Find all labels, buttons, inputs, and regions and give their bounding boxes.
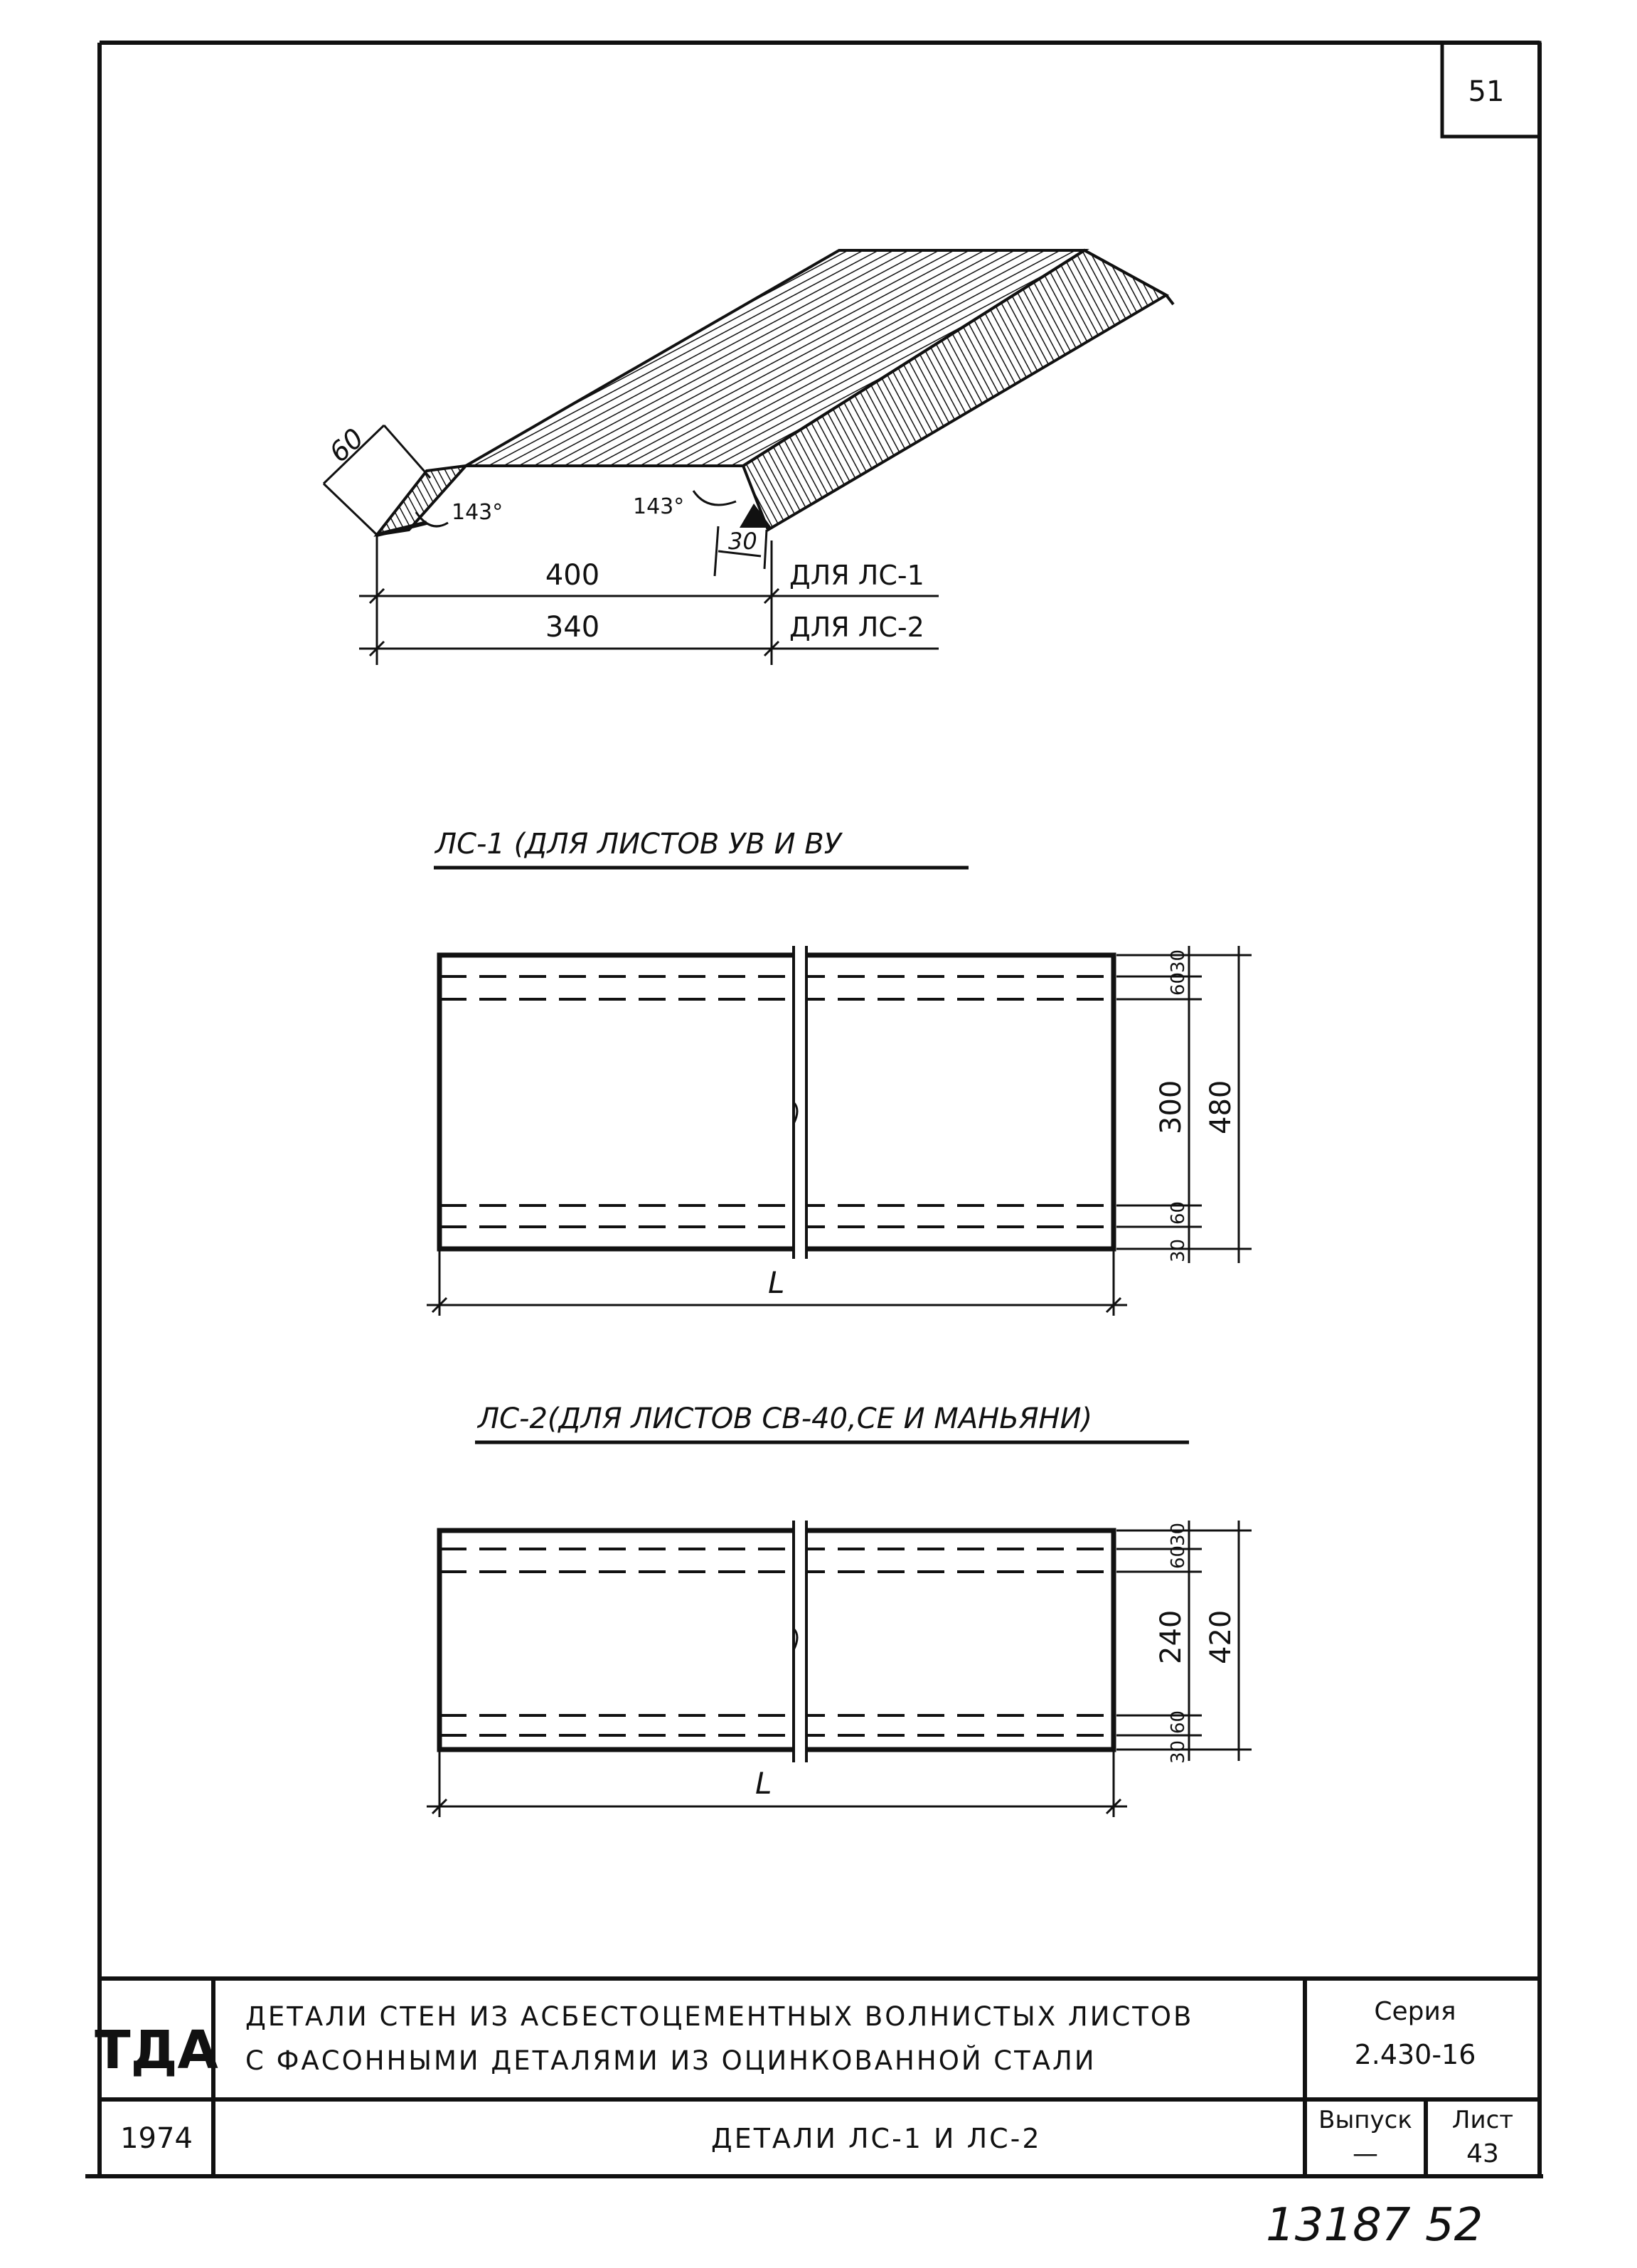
issue-label: Выпуск bbox=[1318, 2106, 1412, 2134]
profile-dim-340: 340 bbox=[545, 611, 600, 644]
profile-isometric bbox=[324, 250, 1173, 665]
ls2-dim-bot-60: 60 bbox=[1168, 1710, 1189, 1734]
profile-dim-edge: 30 bbox=[728, 528, 757, 555]
page-number: 51 bbox=[1468, 75, 1505, 108]
ls1-dim-top-30: 30 bbox=[1168, 949, 1189, 973]
title-line-1: ДЕТАЛИ СТЕН ИЗ АСБЕСТОЦЕМЕНТНЫХ ВОЛНИСТЫХ ЛИСТОВ bbox=[245, 2001, 1194, 2032]
ls2-title: ЛС-2(ДЛЯ ЛИСТОВ СВ-40,СЕ И МАНЬЯНИ) bbox=[478, 1402, 1093, 1435]
sheet-value: 43 bbox=[1466, 2139, 1499, 2168]
ls2-dim-total: 420 bbox=[1205, 1609, 1237, 1664]
profile-dim-flange: 60 bbox=[323, 422, 370, 469]
org-logo: ТДА bbox=[95, 2020, 218, 2081]
title-line-2: С ФАСОННЫМИ ДЕТАЛЯМИ ИЗ ОЦИНКОВАННОЙ СТАЛИ bbox=[245, 2045, 1097, 2076]
ls2-dim-mid: 240 bbox=[1155, 1609, 1188, 1664]
footer-handwritten-number: 13187 52 bbox=[1266, 2199, 1483, 2252]
issue-value: — bbox=[1353, 2139, 1378, 2168]
ls1-dim-total: 480 bbox=[1205, 1080, 1237, 1134]
ls1-dim-bot-30: 30 bbox=[1168, 1238, 1189, 1262]
sheet-label: Лист bbox=[1451, 2106, 1514, 2134]
page-number-box bbox=[1442, 43, 1540, 137]
ls2-dim-length: L bbox=[755, 1766, 772, 1801]
ls2-plan bbox=[427, 1402, 1252, 1817]
sheet-name: ДЕТАЛИ ЛС-1 И ЛС-2 bbox=[711, 2123, 1042, 2154]
ls1-dim-mid: 300 bbox=[1155, 1080, 1188, 1134]
ls1-title: ЛС-1 (ДЛЯ ЛИСТОВ УВ И ВУ bbox=[435, 828, 842, 861]
ls2-dim-bot-30: 30 bbox=[1168, 1740, 1189, 1764]
profile-dim-400: 400 bbox=[545, 559, 600, 592]
profile-label-ls1: ДЛЯ ЛС-1 bbox=[789, 560, 924, 591]
series-value: 2.430-16 bbox=[1354, 2039, 1476, 2070]
series-label: Серия bbox=[1374, 1997, 1456, 2026]
profile-angle-left: 143° bbox=[452, 500, 503, 525]
ls1-dim-top-60: 60 bbox=[1168, 971, 1189, 996]
title-block bbox=[95, 1979, 1540, 2176]
ls2-dim-top-60: 60 bbox=[1168, 1545, 1189, 1569]
year: 1974 bbox=[120, 2122, 193, 2155]
ls2-dim-top-30: 30 bbox=[1168, 1522, 1189, 1546]
ls1-dim-bot-60: 60 bbox=[1168, 1200, 1189, 1225]
ls1-plan bbox=[427, 828, 1252, 1316]
profile-label-ls2: ДЛЯ ЛС-2 bbox=[789, 612, 924, 643]
ls1-dim-length: L bbox=[768, 1265, 785, 1300]
profile-angle-right: 143° bbox=[633, 494, 685, 519]
